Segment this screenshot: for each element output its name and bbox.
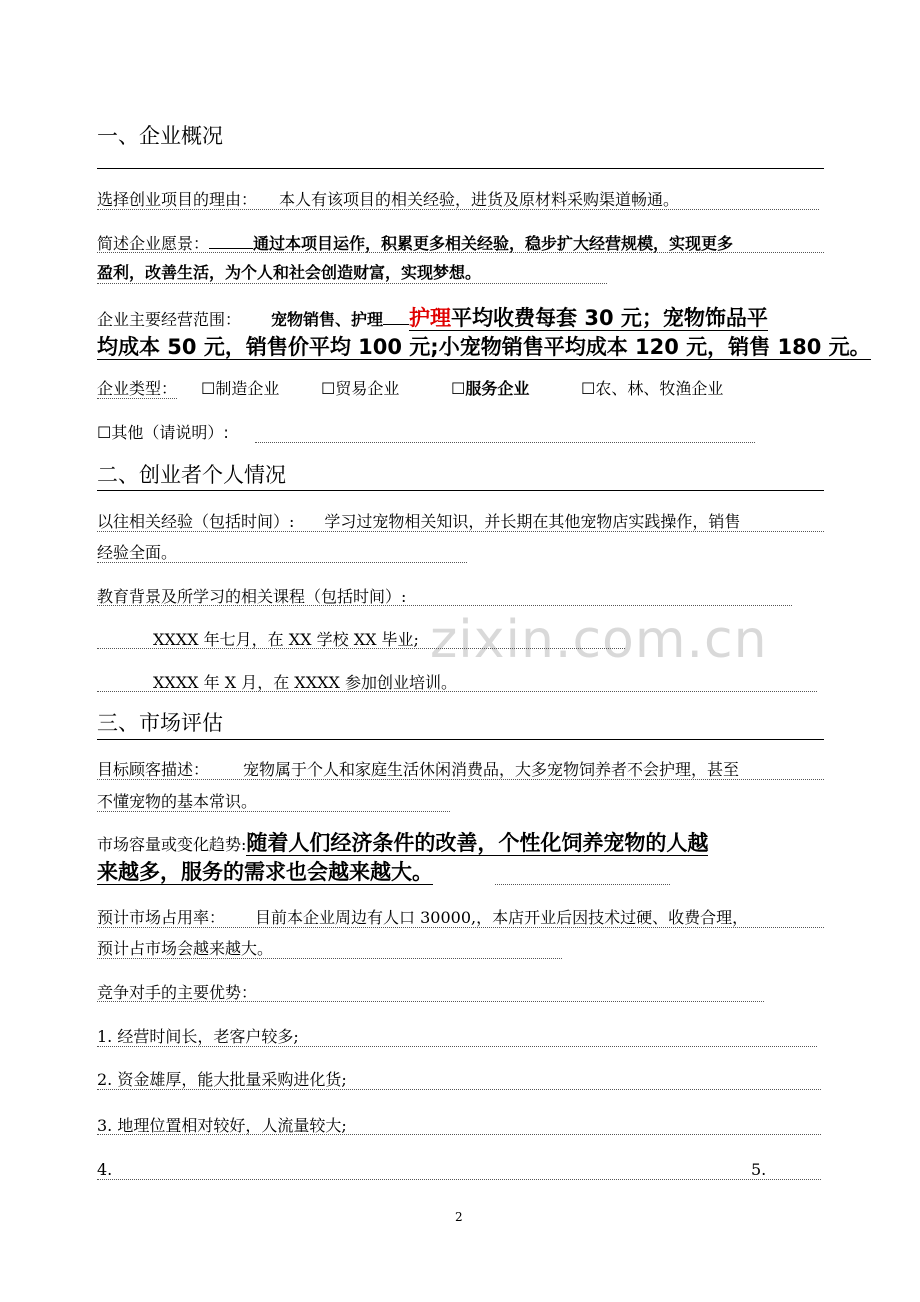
vision-text-1: 通过本项目运作，积累更多相关经验，稳步扩大经营规模，实现更多 — [253, 234, 734, 253]
type-option-manufacturing[interactable]: ☐制造企业 — [201, 379, 280, 398]
fill-line — [97, 958, 562, 959]
other-fill-line — [255, 442, 755, 443]
fill-line — [97, 1134, 821, 1135]
scope-text-2: 均成本 50 元，销售价平均 100 元;小宠物销售平均成本 120 元，销售 180 元。 — [97, 335, 871, 359]
section-rule-1 — [97, 168, 824, 169]
type-label: 企业类型： — [97, 379, 178, 398]
fill-line — [97, 1089, 821, 1090]
share-label: 预计市场占用率： — [97, 908, 226, 927]
competitor-label: 竞争对手的主要优势： — [97, 983, 258, 1002]
target-label: 目标顾客描述： — [97, 760, 210, 779]
share-line-2: 预计占市场会越来越大。 — [97, 939, 274, 958]
education-item-1: XXXX 年七月，在 XX 学校 XX 毕业; — [153, 630, 419, 649]
share-text-1: 目前本企业周边有人口 30000,，本店开业后因技术过硬、收费合理， — [255, 908, 749, 927]
competitor-item-3: 3. 地理位置相对较好，人流量较大; — [97, 1116, 347, 1135]
type-line — [97, 381, 177, 397]
fill-line — [495, 884, 670, 885]
experience-label: 以往相关经验（包括时间）: — [97, 512, 295, 531]
watermark: zixin.com.cn — [430, 610, 768, 670]
experience-line-2: 经验全面。 — [97, 543, 178, 562]
fill-line — [97, 1001, 764, 1002]
vision-line-2: 盈利，改善生活，为个人和社会创造财富，实现梦想。 — [97, 263, 482, 282]
trend-label: 市场容量或变化趋势: — [97, 835, 247, 854]
scope-text-a: 宠物销售、护理 — [271, 310, 384, 329]
reason-label: 选择创业项目的理由： — [97, 190, 258, 209]
vision-line-1 — [97, 235, 733, 252]
experience-text-1: 学习过宠物相关知识，并长期在其他宠物店实践操作，销售 — [324, 512, 741, 531]
reason-line — [97, 192, 679, 208]
scope-line-2 — [97, 337, 871, 358]
fill-line — [97, 691, 817, 692]
fill-line — [97, 283, 607, 284]
type-option-service[interactable]: ☐服务企业 — [451, 379, 530, 398]
fill-line — [97, 209, 819, 210]
type-option-agriculture[interactable]: ☐农、林、牧渔企业 — [581, 379, 724, 398]
competitor-item-5: 5. — [751, 1160, 767, 1179]
trend-line-1 — [97, 833, 708, 854]
share-line-1 — [97, 910, 748, 926]
competitor-item-4: 4. — [97, 1160, 113, 1179]
fill-line — [97, 531, 824, 532]
section-rule-3 — [97, 739, 824, 740]
fill-line — [97, 1179, 821, 1180]
scope-text-red: 护理 — [409, 306, 452, 330]
competitor-item-2: 2. 资金雄厚，能大批量采购进化货; — [97, 1070, 347, 1089]
reason-text: 本人有该项目的相关经验，进货及原材料采购渠道畅通。 — [279, 190, 680, 209]
target-line-1 — [97, 762, 739, 778]
scope-label: 企业主要经营范围： — [97, 310, 242, 329]
type-option-other[interactable]: ☐其他（请说明）: — [97, 423, 229, 442]
fill-line — [97, 811, 450, 812]
target-text-1: 宠物属于个人和家庭生活休闲消费品，大多宠物饲养者不会护理，甚至 — [243, 760, 740, 779]
trend-text-1: 随着人们经济条件的改善，个性化饲养宠物的人越 — [246, 831, 709, 855]
education-item-2: XXXX 年 X 月，在 XXXX 参加创业培训。 — [153, 673, 457, 692]
section-title-3: 三、市场评估 — [97, 711, 223, 735]
education-label: 教育背景及所学习的相关课程（包括时间）: — [97, 587, 407, 606]
section-title-1: 一、企业概况 — [97, 124, 223, 148]
section-title-2: 二、创业者个人情况 — [97, 463, 286, 487]
fill-line — [97, 562, 467, 563]
competitor-item-1: 1. 经营时间长，老客户较多; — [97, 1027, 299, 1046]
type-option-trade[interactable]: ☐贸易企业 — [321, 379, 400, 398]
fill-line — [97, 1046, 817, 1047]
trend-line-2 — [97, 862, 433, 883]
fill-line — [97, 252, 824, 253]
scope-text-b: 平均收费每套 30 元；宠物饰品平 — [451, 306, 768, 330]
scope-line-1 — [97, 308, 768, 329]
fill-line — [97, 605, 792, 606]
fill-line — [97, 927, 824, 928]
trend-text-2: 来越多，服务的需求也会越来越大。 — [97, 860, 433, 884]
section-rule-2 — [97, 490, 824, 491]
experience-line-1 — [97, 514, 740, 530]
target-line-2: 不懂宠物的基本常识。 — [97, 792, 258, 811]
fill-line — [97, 648, 625, 649]
vision-label: 简述企业愿景： — [97, 234, 210, 253]
fill-line — [97, 398, 177, 399]
page-number: 2 — [455, 1210, 463, 1224]
fill-line — [97, 779, 824, 780]
